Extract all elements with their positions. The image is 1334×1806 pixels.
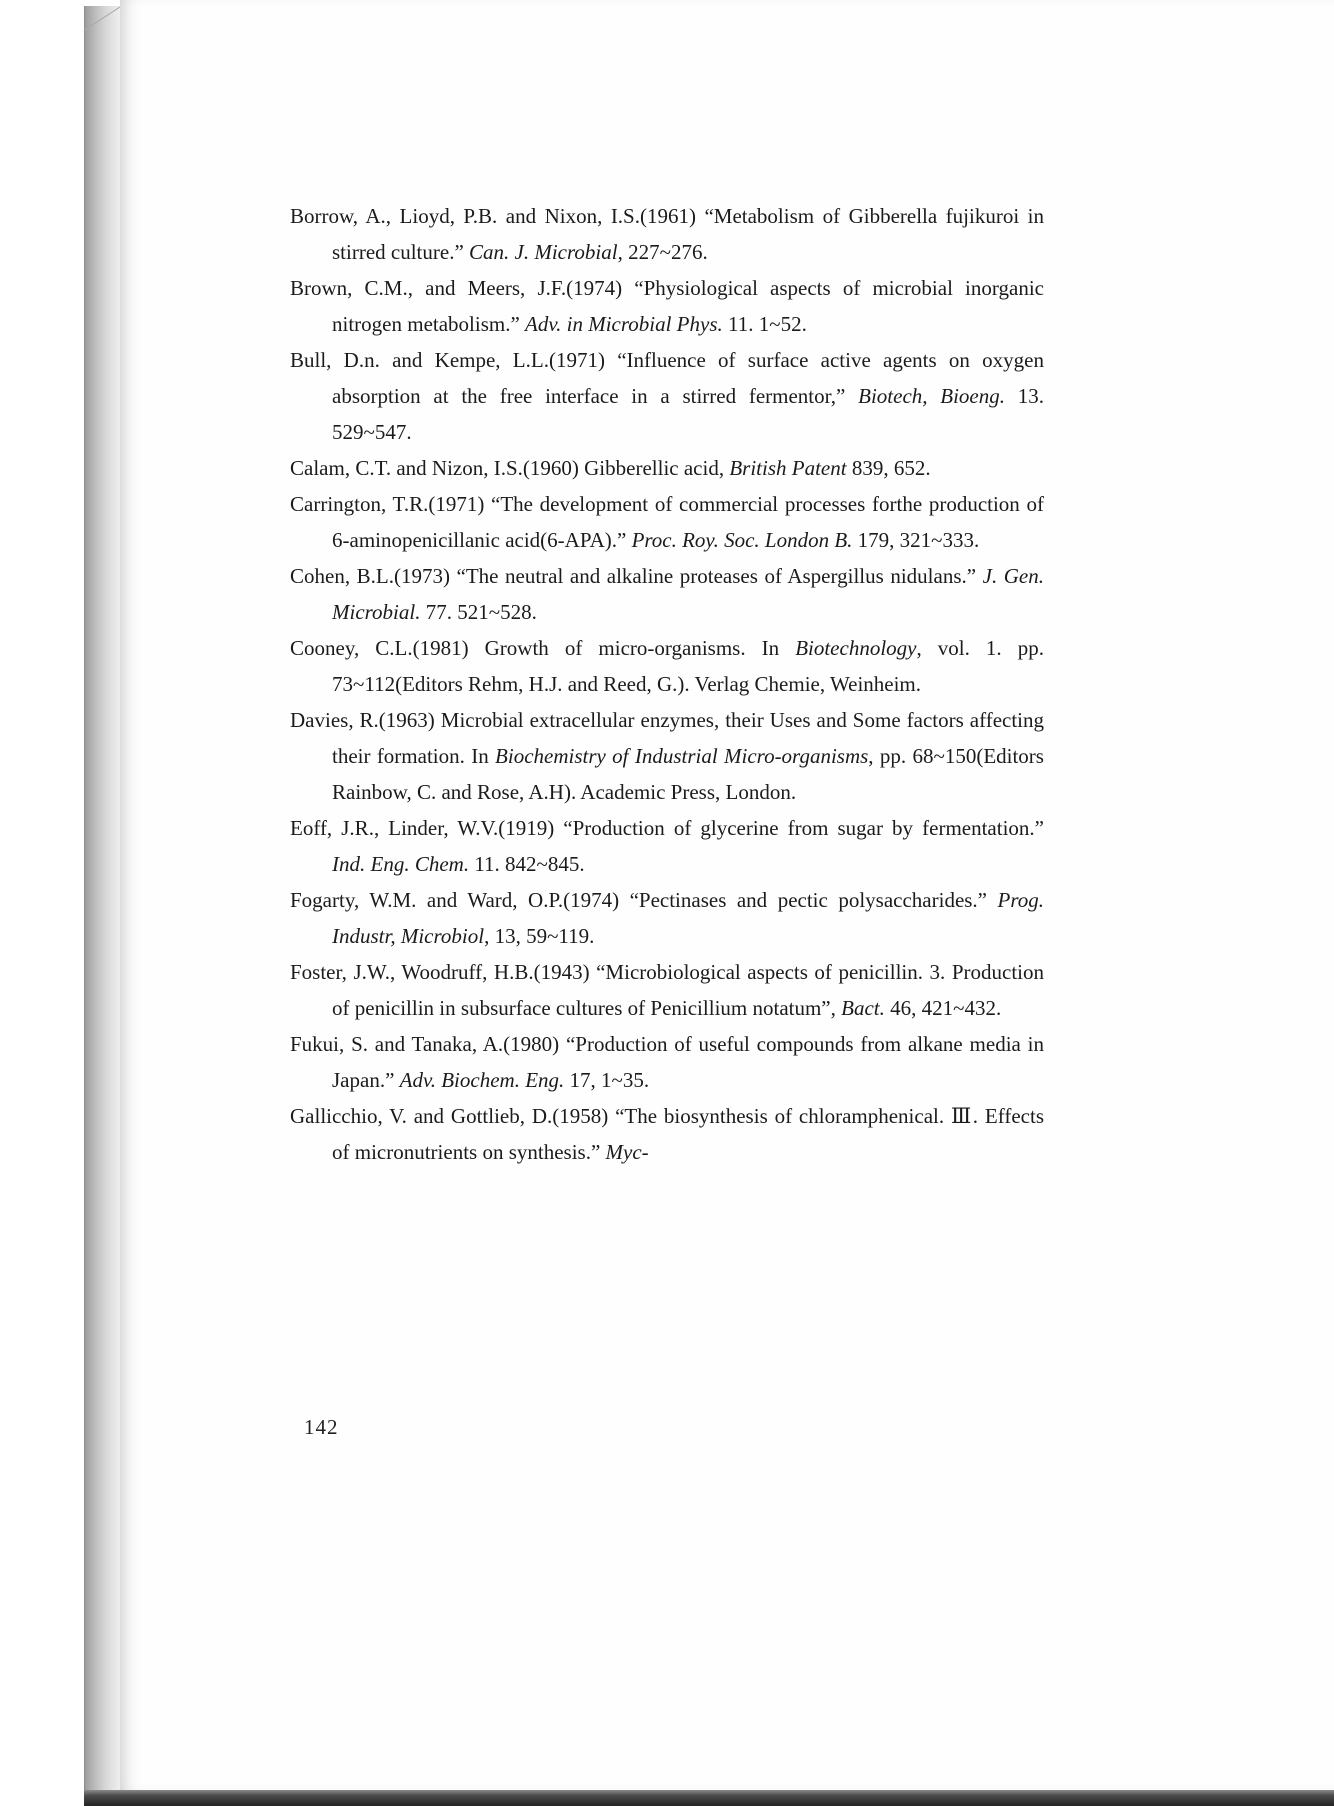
journal-title: Biotechnology <box>795 636 917 660</box>
reference-text: 179, 321~333. <box>852 528 980 552</box>
reference-text: , vol. 1. pp. 73~112(Editors Rehm, H.J. and Reed, G.). Verlag Chemie, Weinheim. <box>332 636 1044 696</box>
reference-text: Carrington, T.R.(1971) “The development of commercial processes forthe production of 6-aminopenicillanic acid(6-APA).” <box>290 492 1044 552</box>
reference-text: 77. 521~528. <box>420 600 537 624</box>
references-list <box>290 198 1044 1170</box>
reference-entry <box>290 342 1044 450</box>
reference-text: 13. 529~547. <box>332 384 1045 444</box>
reference-entry <box>290 486 1044 558</box>
reference-entry <box>290 810 1044 882</box>
reference-text: Foster, J.W., Woodruff, H.B.(1943) “Microbiological aspects of penicillin. 3. Production of penicillin in subsurface cultures of Penicillium notatum”, <box>290 960 1044 1020</box>
reference-text: Davies, R.(1963) Microbial extracellular enzymes, their Uses and Some factors affecting their formation. In <box>290 708 1044 768</box>
journal-title: British Patent <box>729 456 847 480</box>
reference-text: 839, 652. <box>846 456 931 480</box>
reference-entry <box>290 1026 1044 1098</box>
reference-entry <box>290 954 1044 1026</box>
journal-title: Adv. in Microbial Phys. <box>525 312 723 336</box>
journal-title: Proc. Roy. Soc. London B. <box>631 528 853 552</box>
journal-title: Prog. Industr, Microbiol <box>332 888 1044 948</box>
reference-text: Cohen, B.L.(1973) “The neutral and alkaline proteases of Aspergillus nidulans.” <box>290 564 983 588</box>
reference-entry <box>290 198 1044 270</box>
reference-text: Eoff, J.R., Linder, W.V.(1919) “Production of glycerine from sugar by fermentation.” <box>290 816 1044 840</box>
reference-text: 17, 1~35. <box>564 1068 650 1092</box>
reference-entry <box>290 558 1044 630</box>
reference-entry <box>290 702 1044 810</box>
reference-entry <box>290 882 1044 954</box>
reference-text: 46, 421~432. <box>884 996 1002 1020</box>
journal-title: Can. J. Microbial <box>469 240 618 264</box>
page <box>120 0 1334 1790</box>
reference-text: Borrow, A., Lioyd, P.B. and Nixon, I.S.(1961) “Metabolism of Gibberella fujikuroi in stirred culture.” <box>290 204 1044 264</box>
book-spine-edge <box>84 6 120 1794</box>
reference-entry <box>290 1098 1044 1170</box>
reference-entry <box>290 630 1044 702</box>
journal-title: Biochemistry of Industrial Micro-organisms <box>495 744 869 768</box>
journal-title: Biotech, Bioeng. <box>858 384 1005 408</box>
reference-text: Bull, D.n. and Kempe, L.L.(1971) “Influence of surface active agents on oxygen absorption at the free interface in a stirred fermentor,” <box>290 348 1044 408</box>
reference-text: , 13, 59~119. <box>484 924 595 948</box>
reference-entry <box>290 450 1044 486</box>
reference-entry <box>290 270 1044 342</box>
reference-text: Gallicchio, V. and Gottlieb, D.(1958) “The biosynthesis of chloramphenical. Ⅲ. Effects of micronutrients on synthesis.” <box>290 1104 1044 1164</box>
reference-text: , 227~276. <box>617 240 708 264</box>
reference-text: Fukui, S. and Tanaka, A.(1980) “Production of useful compounds from alkane media in Japan.” <box>290 1032 1044 1092</box>
reference-text: Cooney, C.L.(1981) Growth of micro-organisms. In <box>290 636 796 660</box>
page-number: 142 <box>304 1415 339 1439</box>
journal-title: Adv. Biochem. Eng. <box>399 1068 565 1092</box>
reference-text: Fogarty, W.M. and Ward, O.P.(1974) “Pectinases and pectic polysaccharides.” <box>290 888 998 912</box>
journal-title: J. Gen. Microbial. <box>332 564 1045 624</box>
reference-text: Brown, C.M., and Meers, J.F.(1974) “Physiological aspects of microbial inorganic nitrogen metabolism.” <box>290 276 1044 336</box>
journal-title: Bact. <box>841 996 885 1020</box>
reference-text: , pp. 68~150(Editors Rainbow, C. and Rose, A.H). Academic Press, London. <box>332 744 1044 804</box>
reference-text: 11. 1~52. <box>722 312 807 336</box>
reference-text: 11. 842~845. <box>469 852 585 876</box>
book-bottom-edge <box>84 1790 1334 1806</box>
reference-text: Calam, C.T. and Nizon, I.S.(1960) Gibberellic acid, <box>290 456 730 480</box>
journal-title: Ind. Eng. Chem. <box>332 852 470 876</box>
journal-title: Myc- <box>605 1140 649 1164</box>
